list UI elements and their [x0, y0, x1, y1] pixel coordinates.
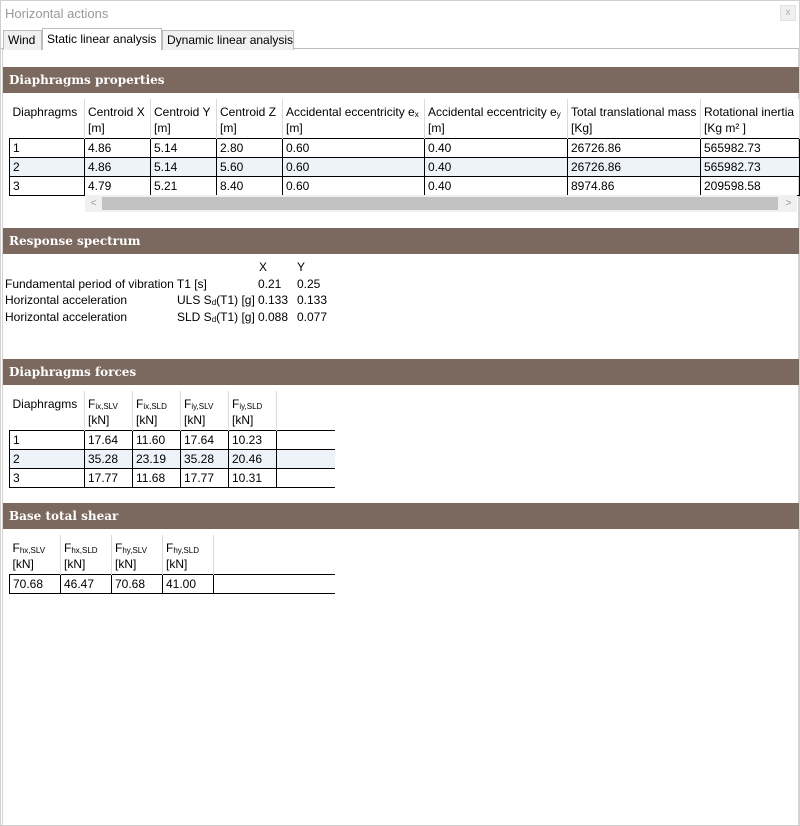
- column-header-empty: [214, 535, 335, 574]
- table-header-row: [10, 535, 335, 574]
- empty-cell: [214, 574, 335, 593]
- column-header-fhy-sld[interactable]: $F_{hy,SLD}$ [kN]: [163, 535, 214, 574]
- table-cell[interactable]: 0.40: [425, 138, 568, 157]
- table-cell[interactable]: 4.86: [85, 157, 151, 176]
- table-cell[interactable]: 8.40: [217, 176, 283, 195]
- table-cell[interactable]: 5.21: [151, 176, 217, 195]
- horizontal-scrollbar[interactable]: [85, 195, 797, 212]
- column-header-fix-sld[interactable]: $F_{ix,SLD}$ [kN]: [133, 391, 181, 430]
- spectrum-value-y: 0.25: [297, 277, 321, 291]
- spectrum-column-x: X: [259, 260, 268, 274]
- table-cell[interactable]: 17.64: [181, 430, 229, 449]
- close-button[interactable]: x: [780, 5, 796, 21]
- spectrum-value-y: 0.077: [297, 310, 328, 324]
- window-title: Horizontal actions: [5, 6, 109, 21]
- base-total-shear-table: [9, 535, 335, 594]
- table-cell[interactable]: 20.46: [229, 449, 277, 468]
- column-header-fhx-slv[interactable]: $F_{hx,SLV}$ [kN]: [10, 535, 61, 574]
- table-cell[interactable]: 3: [10, 468, 85, 487]
- table-cell[interactable]: 1: [10, 138, 85, 157]
- table-cell[interactable]: 0.40: [425, 157, 568, 176]
- section-header-diaphragms-properties: Diaphragms properties: [3, 67, 799, 93]
- table-cell[interactable]: 0.40: [425, 176, 568, 195]
- table-cell[interactable]: 17.77: [181, 468, 229, 487]
- empty-cell: [277, 468, 335, 487]
- column-header-centroid-z[interactable]: Centroid Z [m]: [217, 99, 283, 138]
- column-header-fix-slv[interactable]: $F_{ix,SLV}$ [kN]: [85, 391, 133, 430]
- spectrum-value-x: 0.21: [258, 277, 282, 291]
- column-header-fhy-slv[interactable]: $F_{hy,SLV}$ [kN]: [112, 535, 163, 574]
- spectrum-row-label: Horizontal acceleration: [5, 293, 128, 307]
- table-cell[interactable]: 0.60: [283, 138, 425, 157]
- table-cell[interactable]: 46.47: [61, 574, 112, 593]
- spectrum-value-x: 0.088: [258, 310, 289, 324]
- spectrum-column-y: Y: [297, 260, 306, 274]
- table-cell[interactable]: 17.77: [85, 468, 133, 487]
- table-cell[interactable]: 2: [10, 449, 85, 468]
- column-header-eccentricity-ex[interactable]: Accidental eccentricity $e_x$ [m]: [283, 99, 425, 138]
- column-header-rotational-inertia[interactable]: Rotational inertia [Kg m² ]: [701, 99, 800, 138]
- table-row[interactable]: [10, 157, 800, 176]
- table-cell[interactable]: 565982.73: [701, 138, 800, 157]
- table-cell[interactable]: 5.14: [151, 138, 217, 157]
- table-row[interactable]: [10, 574, 335, 593]
- table-cell[interactable]: 23.19: [133, 449, 181, 468]
- table-cell[interactable]: 17.64: [85, 430, 133, 449]
- table-cell[interactable]: 35.28: [85, 449, 133, 468]
- table-cell[interactable]: 1: [10, 430, 85, 449]
- spectrum-param: SLD $S_d(T1)$ [g]: [177, 310, 255, 324]
- column-header-centroid-y[interactable]: Centroid Y [m]: [151, 99, 217, 138]
- diaphragms-forces-table: [9, 391, 335, 488]
- table-row[interactable]: [10, 138, 800, 157]
- table-cell[interactable]: 26726.86: [568, 157, 701, 176]
- table-cell[interactable]: 2: [10, 157, 85, 176]
- table-cell[interactable]: 10.31: [229, 468, 277, 487]
- tab-dynamic-linear-analysis[interactable]: Dynamic linear analysis: [162, 30, 294, 50]
- empty-cell: [277, 430, 335, 449]
- column-header-eccentricity-ey[interactable]: Accidental eccentricity $e_y$ [m]: [425, 99, 568, 138]
- column-header-fhx-sld[interactable]: $F_{hx,SLD}$ [kN]: [61, 535, 112, 574]
- table-cell[interactable]: 2.80: [217, 138, 283, 157]
- section-header-diaphragms-forces: Diaphragms forces: [3, 359, 799, 385]
- table-header-row: [10, 99, 800, 138]
- table-cell[interactable]: 0.60: [283, 157, 425, 176]
- spectrum-value-x: 0.133: [258, 293, 289, 307]
- section-header-base-total-shear: Base total shear: [3, 503, 799, 529]
- title-bar: [1, 1, 799, 27]
- table-cell[interactable]: 209598.58: [701, 176, 800, 195]
- table-cell[interactable]: 565982.73: [701, 157, 800, 176]
- spectrum-param: ULS $S_d(T1)$ [g]: [177, 293, 255, 307]
- column-header-total-translational-mass[interactable]: Total translational mass [Kg]: [568, 99, 701, 138]
- spectrum-value-y: 0.133: [297, 293, 328, 307]
- scroll-left-icon[interactable]: <: [90, 198, 97, 209]
- scroll-right-icon[interactable]: >: [785, 198, 792, 209]
- column-header-diaphragms[interactable]: Diaphragms: [10, 391, 85, 430]
- table-cell[interactable]: 4.79: [85, 176, 151, 195]
- section-header-response-spectrum: Response spectrum: [3, 228, 799, 254]
- table-cell[interactable]: 35.28: [181, 449, 229, 468]
- table-header-row: [10, 391, 335, 430]
- table-cell[interactable]: 41.00: [163, 574, 214, 593]
- table-cell[interactable]: 0.60: [283, 176, 425, 195]
- table-cell[interactable]: 70.68: [10, 574, 61, 593]
- column-header-empty: [277, 391, 335, 430]
- table-cell[interactable]: 26726.86: [568, 138, 701, 157]
- empty-cell: [277, 449, 335, 468]
- table-cell[interactable]: 3: [10, 176, 85, 195]
- table-cell[interactable]: 5.60: [217, 157, 283, 176]
- diaphragms-properties-table: [9, 99, 800, 196]
- column-header-fiy-slv[interactable]: $F_{iy,SLV}$ [kN]: [181, 391, 229, 430]
- table-row[interactable]: [10, 176, 800, 195]
- table-cell[interactable]: 8974.86: [568, 176, 701, 195]
- table-cell[interactable]: 70.68: [112, 574, 163, 593]
- table-row[interactable]: [10, 449, 335, 468]
- table-cell[interactable]: 4.86: [85, 138, 151, 157]
- column-header-diaphragms[interactable]: Diaphragms: [10, 99, 85, 138]
- table-cell[interactable]: 10.23: [229, 430, 277, 449]
- column-header-centroid-x[interactable]: Centroid X [m]: [85, 99, 151, 138]
- scrollbar-thumb[interactable]: [102, 197, 778, 210]
- table-cell[interactable]: 5.14: [151, 157, 217, 176]
- table-row[interactable]: [10, 430, 335, 449]
- spectrum-row-label: Fundamental period of vibration T1 [s]: [5, 277, 207, 291]
- tab-static-linear-analysis[interactable]: Static linear analysis: [42, 28, 162, 50]
- table-cell[interactable]: 11.60: [133, 430, 181, 449]
- table-cell[interactable]: 11.68: [133, 468, 181, 487]
- table-row[interactable]: [10, 468, 335, 487]
- tab-strip: [1, 28, 799, 49]
- spectrum-row-label: Horizontal acceleration: [5, 310, 128, 324]
- column-header-fiy-sld[interactable]: $F_{iy,SLD}$ [kN]: [229, 391, 277, 430]
- tab-wind[interactable]: Wind: [3, 30, 42, 50]
